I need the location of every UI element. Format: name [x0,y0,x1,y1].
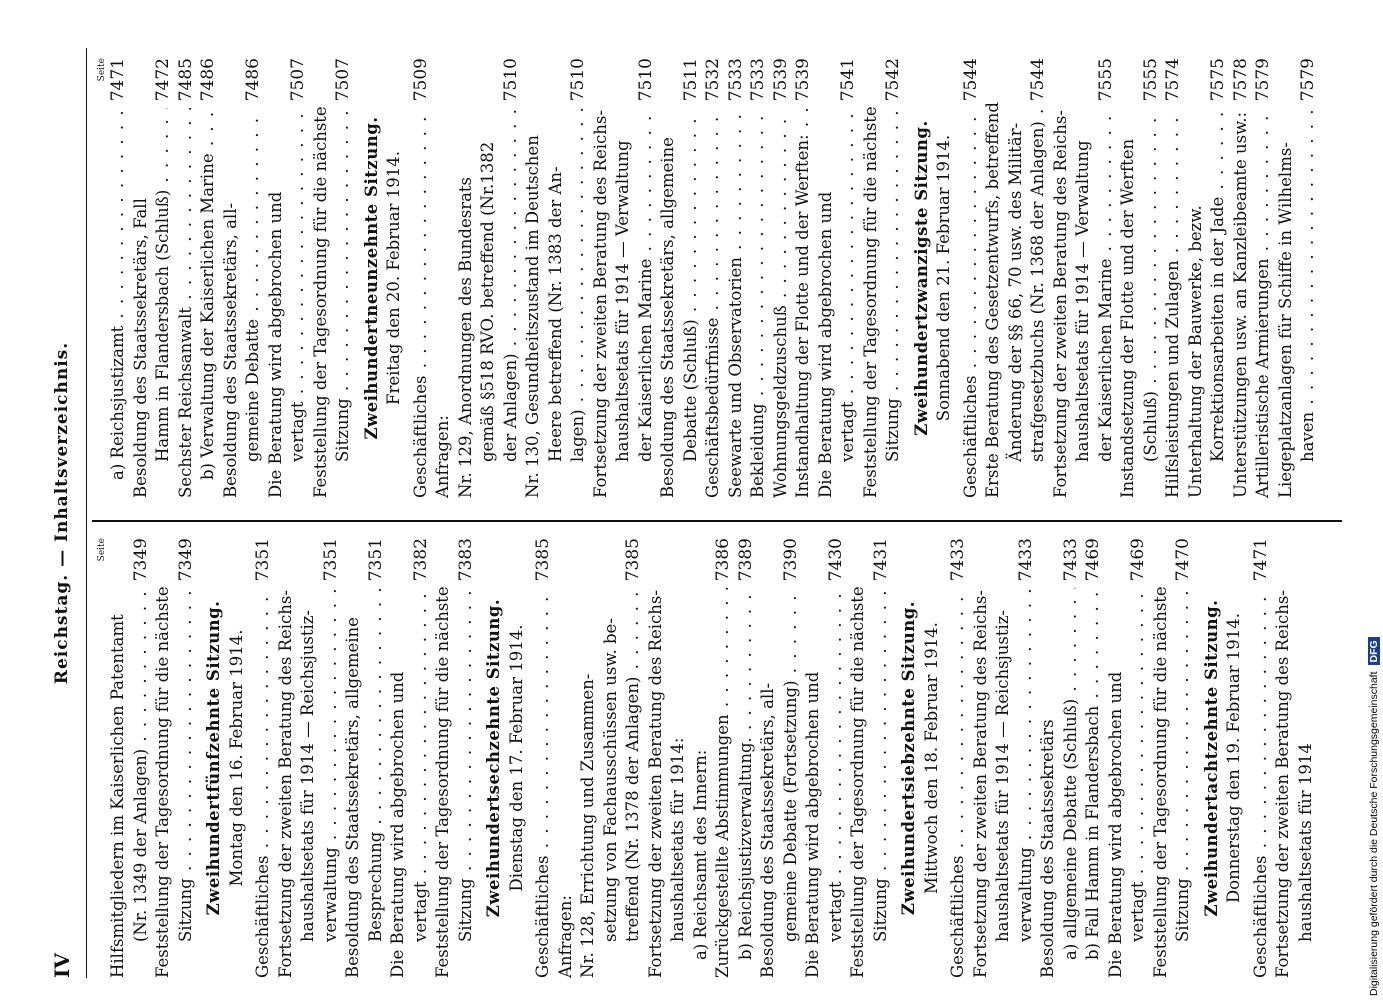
toc-entry-line [947,538,970,978]
toc-entry-line [1015,538,1038,978]
toc-page-number: 7385 [623,538,643,582]
toc-page-number: 7532 [703,58,723,102]
toc-entry-line [735,538,758,978]
toc-page-number: 7383 [455,538,476,582]
toc-page-number: 7469 [1128,538,1148,582]
seite-label: Seite [97,58,107,82]
seite-label: Seite [97,538,107,562]
toc-page-number: 7575 [1208,58,1228,102]
toc-entry-text: Seewarte und Observatorien . . . [725,108,748,498]
toc-entry-line: Fortsetzung der zweiten Beratung des Reichs- [590,110,610,498]
toc-entry-text: Geschäftliches . . . [532,588,555,978]
toc-page-number: 7389 [735,538,756,582]
toc-entry-line [410,58,433,498]
toc-entry-line: Anfragen: [433,415,452,498]
toc-entry-line: Nr. 130, Gesundheitszustand im Deutschen [523,135,542,498]
toc-entry-line: Nr. 129, Anordnungen des Bundesrats [455,176,475,498]
toc-entry-line: Fortsetzung der zweiten Beratung des Reichs- [1050,110,1070,498]
toc-entry-line [1095,58,1118,498]
toc-page-number: 7430 [825,538,846,582]
toc-entry-line: Feststellung der Tagesordnung für die nächste [433,586,452,978]
toc-entry-line: Besoldung des Staatssekretärs, allgemeine [343,617,362,978]
toc-entry-line: Fortsetzung der zweiten Beratung des Reichs- [970,590,990,978]
toc-entry-line [702,58,725,498]
toc-entry-text: Geschäftliches . . . [410,108,433,498]
toc-page-number: 7386 [713,538,733,582]
session-heading: Zweihundertachtzehnte Sitzung. [1201,599,1221,917]
left-column [97,538,1317,978]
toc-entry-text: treffend (Nr. 1378 der Anlagen) . . . [622,588,645,942]
toc-page-number: 7539 [770,58,791,102]
toc-entry-line: haushaltsetats für 1914: [668,737,687,942]
toc-page-number: 7349 [175,538,196,582]
toc-entry-line [410,538,433,978]
session-date: Sonnabend den 21. Februar 1914. [934,134,953,422]
toc-entry-line: Hilfsmitgliedern im Kaiserlichen Patentamt [108,614,127,978]
toc-entry-line [635,58,658,498]
toc-entry-line: haushaltsetats für 1914 — Verwaltung [613,140,632,462]
toc-entry-line [1250,538,1273,978]
toc-entry-line [1162,58,1185,498]
toc-entry-line: Fortsetzung der zweiten Beratung des Reichs- [275,590,295,978]
toc-page-number: 7472 [153,58,173,102]
toc-entry-line [837,58,860,498]
toc-entry-line [175,58,198,498]
toc-entry-line [622,538,645,978]
toc-entry-line [747,58,770,498]
toc-entry-line: Änderung der §§ 66, 70 usw. des Militär- [1005,122,1025,462]
session-date: Dienstag den 17. Februar 1914. [506,624,526,892]
toc-entry-text: Wohnungsgeldzuschuß . . . [770,108,793,498]
toc-page-number: 7544 [960,58,981,102]
toc-entry-line: Besoldung des Staatssekretärs [1038,719,1057,978]
toc-entry-line [320,538,343,978]
toc-entry-text: Geschäftliches . . . [252,588,275,978]
toc-page-number: 7486 [243,58,263,102]
credit-text: Digitalisierung gefördert durch die Deutsche Forschungsgemeinschaft [1368,671,1380,996]
toc-entry-text: der Anlagen) . . . [500,108,523,462]
session-heading: Zweihundertzwanzigste Sitzung. [911,120,931,436]
toc-entry-text: Geschäftsbedürfnisse . . . [702,108,725,498]
toc-entry-line: Heere betreffend (Nr. 1383 der An- [545,166,565,462]
toc-entry-text: gemeine Debatte (Fortsetzung) . . . [780,588,803,942]
toc-entry-text: verwaltung . . . [1015,588,1038,942]
toc-entry-line [1027,58,1050,498]
toc-entry-line: Feststellung der Tagesordnung für die nächste [1150,586,1170,978]
toc-entry-line: a) Reichsamt des Innern: [690,749,710,960]
toc-page-number: 7579 [1253,58,1273,102]
toc-entry-line [532,538,555,978]
toc-entry-text: Sitzung . . . [455,588,478,942]
toc-entry-text: lagen) . . . [567,108,590,462]
toc-page-number: 7555 [1095,58,1116,102]
toc-page-number: 7385 [533,538,553,582]
toc-entry-line: Besoldung des Staatssekretärs, all- [758,682,777,978]
toc-entry-text: Sitzung . . . [870,588,893,942]
toc-entry-text: Geschäftliches . . . [1250,588,1273,978]
toc-entry-text: vertagt . . . [287,108,310,462]
toc-entry-text: b) Verwaltung der Kaiserlichen Marine . . . [197,108,220,480]
toc-entry-text: (Schluß) . . . [1140,108,1163,462]
toc-page-number: 7539 [793,58,813,102]
toc-entry-line [1060,538,1083,978]
toc-entry-line [1207,58,1230,498]
toc-entry-line: Fortsetzung der zweiten Beratung des Reichs- [1273,590,1292,978]
toc-page-number: 7469 [1083,538,1103,582]
running-head [42,48,82,978]
toc-page-number: 7507 [333,58,353,102]
toc-entry-line [825,538,848,978]
session-heading: Zweihundertfünfzehnte Sitzung. [204,600,223,916]
toc-entry-line: setzung von Fachausschüssen usw. be- [600,618,620,942]
toc-entry-line [152,58,175,498]
digitization-credit [1368,6,1383,996]
session-heading: Zweihundertsiebzehnte Sitzung. [899,600,918,916]
toc-entry-text: der Kaiserlichen Marine . . . [1095,108,1118,462]
toc-entry-line [1127,538,1150,978]
toc-page-number: 7509 [410,58,431,102]
toc-entry-text: Sitzung . . . [1172,588,1195,942]
toc-entry-text: Sitzung . . . [882,108,905,462]
toc-entry-line: Erste Beratung des Gesetzentwurfs, betreffend [983,102,1002,498]
toc-entry-line [252,538,275,978]
toc-page [42,48,1322,978]
toc-entry-line [780,538,803,978]
toc-entry-line [1082,538,1105,978]
head-rule [86,48,87,978]
toc-page-number: 7382 [410,538,431,582]
toc-entry-text: Geschäftliches . . . [947,588,970,978]
toc-entry-text: vertagt . . . [825,588,848,942]
toc-entry-line [870,538,893,978]
toc-entry-text: b) Fall Hamm in Flandersbach . . . [1082,588,1105,960]
toc-entry-text: vertagt . . . [1127,588,1150,942]
toc-entry-line [1172,538,1195,978]
toc-page-number: 7485 [175,58,196,102]
toc-entry-text: Zurückgestellte Abstimmungen . . . [712,588,735,978]
toc-page-number: 7510 [635,58,656,102]
toc-entry-text: (Nr. 1349 der Anlagen) . . . [130,588,153,942]
toc-page-number: 7578 [1230,58,1251,102]
toc-entry-line [242,58,265,498]
toc-page-number: 7349 [130,538,151,582]
toc-entry-line: Nr. 128, Errichtung und Zusammen- [578,673,597,978]
toc-page-number: 7433 [1060,538,1081,582]
toc-page-number: 7470 [1173,538,1193,582]
toc-entry-text: Hilfsleistungen und Zulagen . . . [1162,108,1185,498]
toc-entry-line: Die Beratung wird abgebrochen und [388,671,407,978]
toc-page-number: 7471 [108,58,128,102]
toc-entry-line [680,58,703,498]
toc-entry-line: Besoldung des Staatssekretärs, allgemeine [658,137,677,498]
session-date: Donnerstag den 19. Februar 1914. [1224,612,1243,904]
toc-entry-line [567,58,590,498]
session-date: Montag den 16. Februar 1914. [226,629,246,887]
toc-page-number: 7507 [288,58,308,102]
toc-entry-line: Feststellung der Tagesordnung für die nächste [860,106,880,498]
toc-entry-line: gemäß §518 RVO. betreffend (Nr.1382 [478,141,497,462]
session-heading: Zweihundertsechzehnte Sitzung. [484,598,503,918]
toc-page-number: 7431 [870,538,891,582]
toc-entry-text: b) Reichsjustizverwaltung. . . . [735,588,758,960]
toc-entry-text: der Kaiserlichen Marine . . . [635,108,658,462]
toc-entry-line: Die Beratung wird abgebrochen und [803,671,822,978]
toc-entry-text: Korrektionsarbeiten in der Jade . . . [1207,108,1230,462]
toc-entry-line [792,58,815,498]
toc-entry-line: Anfragen: [555,895,575,978]
dfg-logo: DFG [1368,637,1380,665]
toc-entry-line: Die Beratung wird abgebrochen und [1105,671,1125,978]
session-heading: Zweihundertneunzehnte Sitzung. [361,116,381,440]
session-date: Freitag den 20. Februar 1914. [384,151,403,405]
toc-entry-line [1297,58,1320,498]
toc-entry-text: vertagt . . . [410,588,433,942]
toc-entry-text: Sechster Reichsanwalt . . . [175,108,198,498]
toc-entry-text: Unterstützungen usw. an Kanzleibeamte usw.: . . . [1230,108,1253,498]
toc-entry-line [500,58,523,498]
toc-page-number: 7433 [1015,538,1036,582]
toc-entry-line [175,538,198,978]
toc-entry-text: gemeine Debatte . . . [242,108,265,462]
toc-page-number: 7351 [253,538,273,582]
toc-page-number: 7533 [725,58,746,102]
toc-page-number: 7351 [320,538,341,582]
toc-entry-line [455,538,478,978]
toc-entry-text: a) allgemeine Debatte (Schluß) . . . [1060,588,1083,960]
toc-entry-line: Fortsetzung der zweiten Beratung des Reichs- [645,590,665,978]
toc-entry-line: Die Beratung wird abgebrochen und [265,191,285,498]
toc-entry-line [1140,58,1163,498]
toc-entry-text: Besprechung . . . [365,588,388,942]
toc-entry-text: Sitzung . . . [175,588,198,942]
session-date: Mittwoch den 18. Februar 1914. [921,622,941,894]
toc-page-number: 7510 [500,58,521,102]
toc-entry-text: haven . . . [1297,108,1320,462]
toc-entry-text: Debatte (Schluß) . . . [680,108,703,462]
toc-entry-line: haushaltsetats für 1914 — Verwaltung [1073,140,1092,462]
toc-entry-text: verwaltung . . . [320,588,343,942]
toc-entry-line: Feststellung der Tagesordnung für die nächste [310,106,330,498]
toc-entry-text: Hamm in Flandersbach (Schluß) . . . [152,108,175,462]
toc-entry-line: Feststellung der Tagesordnung für die nächste [153,586,172,978]
toc-entry-line [725,58,748,498]
toc-page-number: 7574 [1163,58,1183,102]
toc-entry-text: Sitzung . . . [332,108,355,462]
toc-entry-line [712,538,735,978]
toc-page-number: 7510 [568,58,588,102]
toc-entry-line: Instandsetzung der Flotte und der Werften [1118,138,1137,498]
toc-entry-line [1252,58,1275,498]
toc-entry-line [770,58,793,498]
toc-page-number: 7541 [838,58,858,102]
toc-entry-line: haushaltsetats für 1914 — Reichsjustiz- [298,609,317,942]
toc-entry-line: Besoldung des Staatssekretärs, Fall [130,198,150,498]
toc-entry-line [332,58,355,498]
toc-entry-line: haushaltsetats für 1914 [1295,743,1315,942]
toc-page-number: 7486 [198,58,218,102]
toc-entry-line: Feststellung der Tagesordnung für die nächste [848,586,867,978]
running-title: Reichstag. — Inhaltsverzeichnis. [52,341,72,685]
toc-entry-line [1230,58,1253,498]
toc-entry-text: Artilleristische Armierungen . . . [1252,108,1275,498]
toc-page-number: 7390 [780,538,801,582]
toc-entry-line [130,538,153,978]
toc-entry-line [287,58,310,498]
toc-page-number: 7555 [1140,58,1161,102]
toc-entry-line: Liegeplatzanlagen für Schiffe in Wilhelms- [1275,142,1295,498]
toc-entry-text: a) Reichsjustizamt . . . [107,108,130,480]
toc-page-number: 7579 [1298,58,1318,102]
toc-entry-text: Geschäftliches . . . [960,108,983,498]
toc-entry-line: Unterhaltung der Bauwerke, bezw. [1185,205,1205,498]
toc-page-number: 7471 [1250,538,1271,582]
toc-page-number: 7542 [883,58,903,102]
toc-entry-text: vertagt . . . [837,108,860,462]
toc-page-number: 7544 [1028,58,1048,102]
toc-entry-line [365,538,388,978]
toc-page-number: 7533 [748,58,768,102]
toc-entry-line [960,58,983,498]
toc-entry-line [197,58,220,498]
toc-entry-text: Instandhaltung der Flotte und der Werften: . . . [792,108,815,498]
toc-page-number: 7511 [680,58,701,102]
page-number: IV [50,953,74,978]
toc-entry-line [882,58,905,498]
right-column [97,58,1320,498]
toc-entry-line: Besoldung des Staatssekretärs, all- [220,202,240,498]
toc-entry-text: Bekleidung . . . [747,108,770,498]
toc-entry-line: Die Beratung wird abgebrochen und [815,191,835,498]
column-divider [92,520,1342,522]
toc-entry-text: strafgesetzbuchs (Nr. 1368 der Anlagen) . . . [1027,108,1050,462]
toc-page-number: 7433 [948,538,968,582]
toc-entry-line [107,58,130,498]
toc-page-number: 7351 [365,538,386,582]
toc-entry-line: haushaltsetats für 1914 — Reichsjustiz- [993,609,1012,942]
